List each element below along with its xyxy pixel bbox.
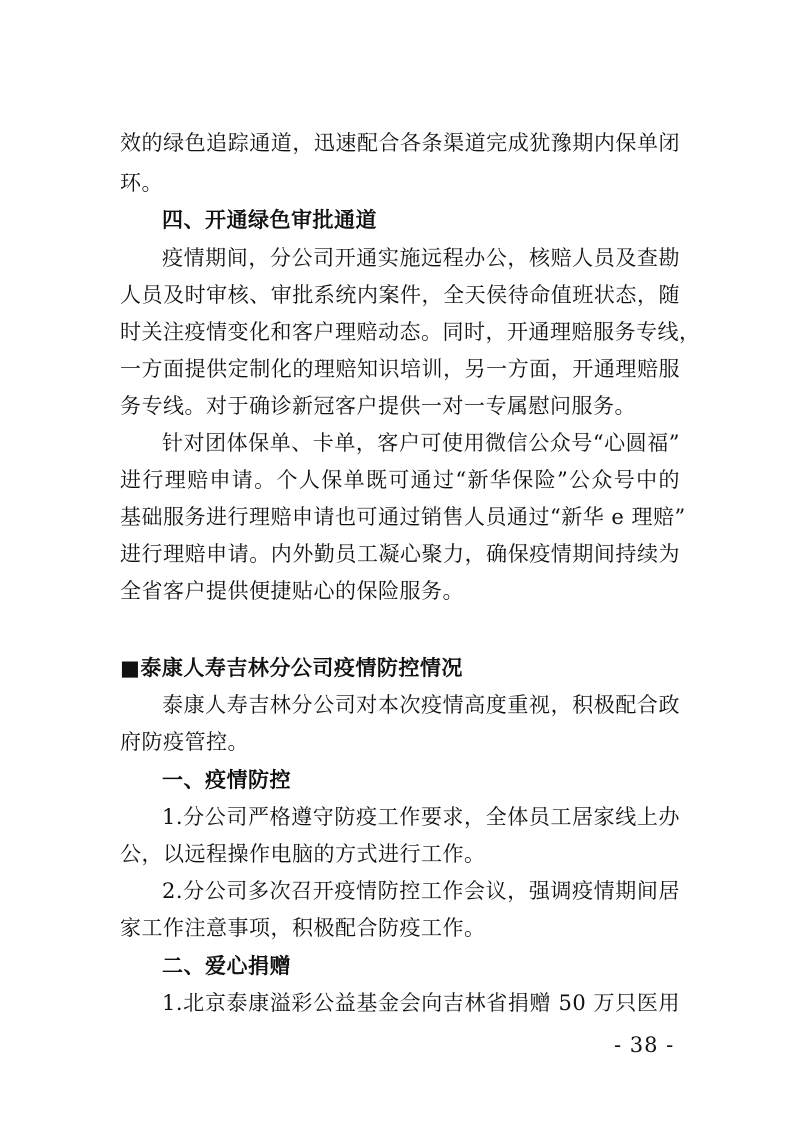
paragraph-line: 全省客户提供便捷贴心的保险服务。 (120, 579, 464, 603)
paragraph-line: 进行理赔申请。内外勤员工凝心聚力，确保疫情期间持续为 (120, 542, 680, 566)
paragraph-line: 公，以远程操作电脑的方式进行工作。 (120, 842, 486, 866)
paragraph-line: 环。 (120, 171, 163, 195)
paragraph-line: 人员及时审核、审批系统内案件，全天侯待命值班状态，随 (120, 283, 680, 307)
paragraph-line: 基础服务进行理赔申请也可通过销售人员通过“新华 e 理赔” (120, 505, 686, 529)
paragraph-line: 疫情期间，分公司开通实施远程办公，核赔人员及查勘 (162, 246, 680, 270)
paragraph-line: 进行理赔申请。个人保单既可通过“新华保险”公众号中的 (120, 468, 680, 492)
company-heading: ■泰康人寿吉林分公司疫情防控情况 (120, 656, 463, 680)
paragraph-line: 2.分公司多次召开疫情防控工作会议，强调疫情期间居 (162, 879, 680, 903)
paragraph-line: 泰康人寿吉林分公司对本次疫情高度重视，积极配合政 (162, 693, 680, 717)
section-heading: 二、爱心捐赠 (162, 954, 291, 978)
section-heading: 一、疫情防控 (162, 768, 291, 792)
paragraph-line: 1.分公司严格遵守防疫工作要求，全体员工居家线上办 (162, 805, 680, 829)
paragraph-line: 一方面提供定制化的理赔知识培训，另一方面，开通理赔服 (120, 357, 680, 381)
paragraph-line: 时关注疫情变化和客户理赔动态。同时，开通理赔服务专线， (120, 320, 701, 344)
section-heading: 四、开通绿色审批通道 (162, 208, 377, 232)
paragraph-line: 家工作注意事项，积极配合防疫工作。 (120, 916, 486, 940)
paragraph-line: 效的绿色追踪通道，迅速配合各条渠道完成犹豫期内保单闭 (120, 131, 680, 155)
paragraph-line: 1.北京泰康溢彩公益基金会向吉林省捐赠 50 万只医用 (162, 991, 680, 1015)
page-number: - 38 - (614, 1033, 675, 1057)
paragraph-line: 针对团体保单、卡单，客户可使用微信公众号“心圆福” (162, 431, 680, 455)
paragraph-line: 务专线。对于确诊新冠客户提供一对一专属慰问服务。 (120, 394, 636, 418)
paragraph-line: 府防疫管控。 (120, 730, 249, 754)
